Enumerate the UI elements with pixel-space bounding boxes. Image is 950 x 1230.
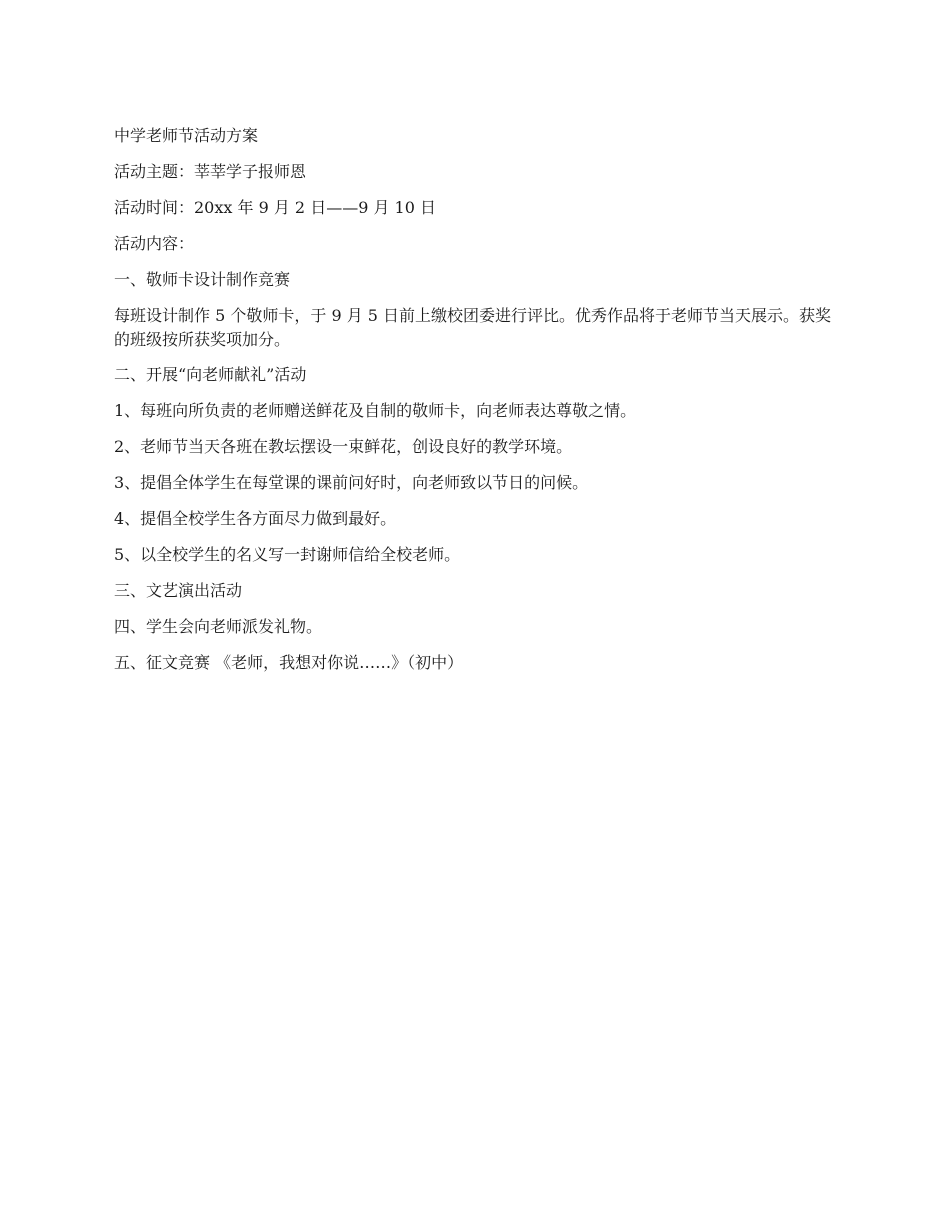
document-body: [114, 124, 838, 687]
list-item: 3、提倡全体学生在每堂课的课前问好时，向老师致以节日的问候。: [114, 473, 589, 492]
activity-time: 活动时间：20xx 年 9 月 2 日——9 月 10 日: [114, 198, 436, 217]
section-heading-2: 二、开展“向老师献礼”活动: [114, 365, 307, 384]
list-item: 5、以全校学生的名义写一封谢师信给全校老师。: [114, 545, 461, 564]
section-heading-4: 四、学生会向老师派发礼物。: [114, 617, 323, 636]
section-heading-3: 三、文艺演出活动: [114, 581, 243, 600]
list-item: 2、老师节当天各班在教坛摆设一束鲜花，创设良好的教学环境。: [114, 437, 573, 456]
section-heading-5: 五、征文竞赛 《老师，我想对你说……》（初中）: [114, 653, 464, 672]
list-item: 4、提倡全校学生各方面尽力做到最好。: [114, 509, 397, 528]
section-heading-1: 一、敬师卡设计制作竞赛: [114, 270, 291, 289]
section-paragraph-1: 每班设计制作 5 个敬师卡，于 9 月 5 日前上缴校团委进行评比。优秀作品将于老师节当天展示。获奖的班级按所获奖项加分。: [114, 306, 832, 349]
document-title: 中学老师节活动方案: [114, 126, 259, 145]
activity-theme: 活动主题：莘莘学子报师恩: [114, 162, 307, 181]
list-item: 1、每班向所负责的老师赠送鲜花及自制的敬师卡，向老师表达尊敬之情。: [114, 401, 637, 420]
activity-content-label: 活动内容：: [114, 234, 195, 253]
